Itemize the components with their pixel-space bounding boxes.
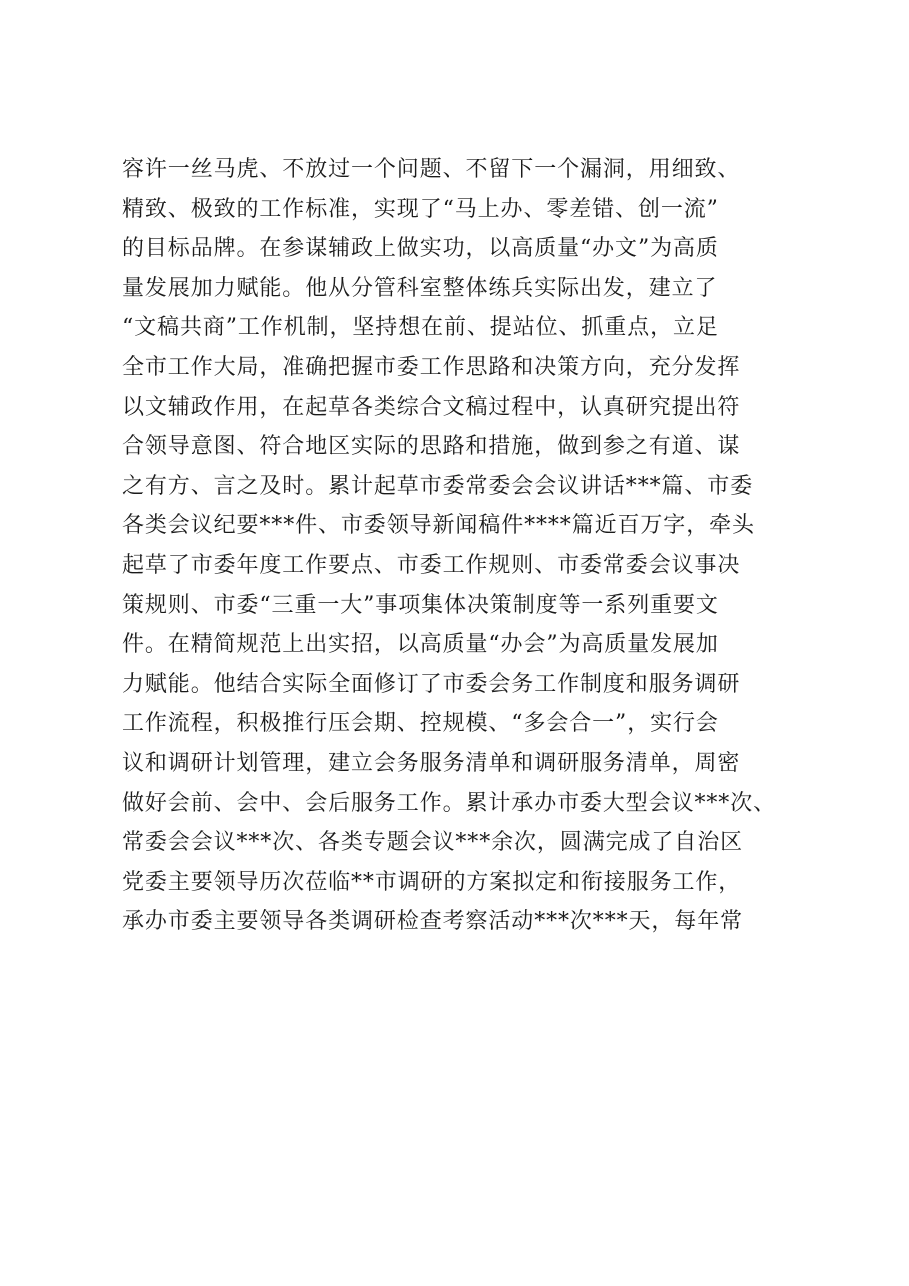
text-line: 力赋能。他结合实际全面修订了市委会务工作制度和服务调研 (122, 671, 741, 697)
text-line: 议和调研计划管理，建立会务服务清单和调研服务清单，周密 (122, 750, 741, 776)
body-paragraph (122, 150, 812, 942)
text-line: 件。在精简规范上出实招，以高质量“办会”为高质量发展加 (122, 632, 719, 658)
text-line: 全市工作大局，准确把握市委工作思路和决策方向，充分发挥 (122, 354, 741, 380)
text-line: 起草了市委年度工作要点、市委工作规则、市委常委会议事决 (122, 552, 741, 578)
text-line: “文稿共商”工作机制，坚持想在前、提站位、抓重点，立足 (122, 315, 719, 341)
text-line: 容许一丝马虎、不放过一个问题、不留下一个漏洞，用细致、 (122, 157, 741, 182)
text-line: 做好会前、会中、会后服务工作。累计承办市委大型会议***次、 (122, 790, 777, 816)
text-line: 党委主要领导历次莅临**市调研的方案拟定和衔接服务工作， (122, 869, 742, 895)
text-line: 工作流程，积极推行压会期、控规模、“多会合一”，实行会 (122, 711, 719, 737)
text-line: 各类会议纪要***件、市委领导新闻稿件****篇近百万字，牵头 (122, 513, 755, 539)
text-line: 合领导意图、符合地区实际的思路和措施，做到参之有道、谋 (122, 434, 741, 460)
text-line: 精致、极致的工作标准，实现了“马上办、零差错、创一流” (122, 196, 719, 222)
text-line: 以文辅政作用，在起草各类综合文稿过程中，认真研究提出符 (122, 394, 741, 420)
text-line: 策规则、市委“三重一大”事项集体决策制度等一系列重要文 (122, 592, 719, 618)
text-line: 量发展加力赋能。他从分管科室整体练兵实际出发，建立了 (122, 275, 718, 301)
text-line: 承办市委主要领导各类调研检查考察活动***次***天，每年常 (122, 909, 744, 935)
text-line: 之有方、言之及时。累计起草市委常委会会议讲话***篇、市委 (122, 473, 754, 499)
text-line: 的目标品牌。在参谋辅政上做实功，以高质量“办文”为高质 (122, 236, 719, 262)
text-line: 常委会会议***次、各类专题会议***余次，圆满完成了自治区 (122, 830, 744, 856)
